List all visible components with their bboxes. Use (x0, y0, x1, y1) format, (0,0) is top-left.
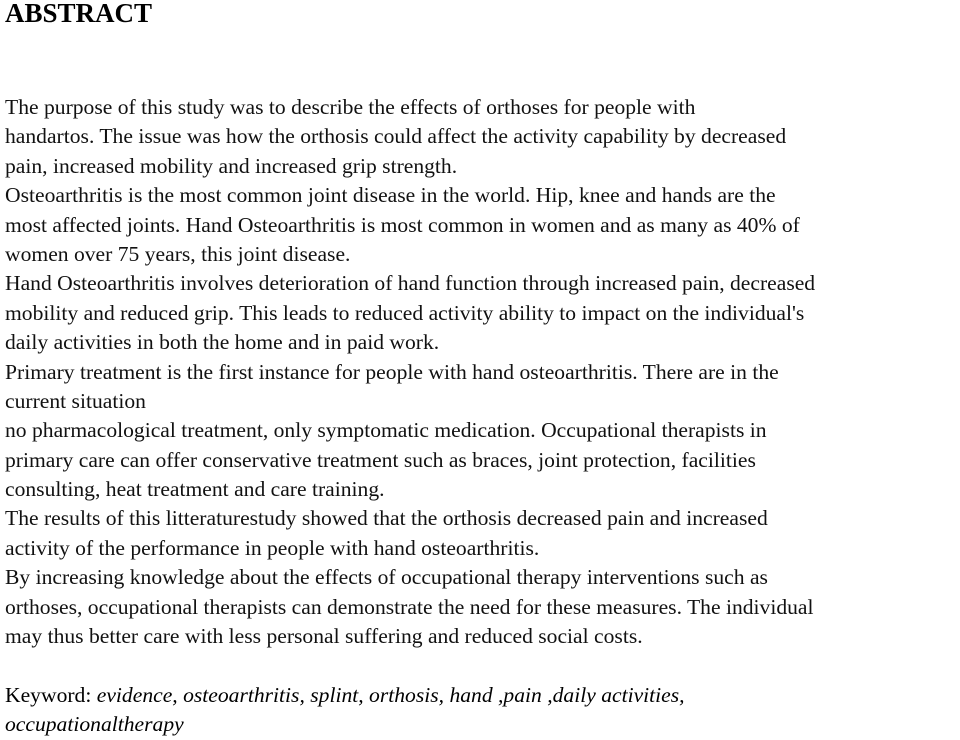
abstract-line: Hand Osteoarthritis involves deterioration of hand function through increased pain, decreased (5, 271, 816, 296)
abstract-line: The results of this litteraturestudy showed that the orthosis decreased pain and increased (5, 506, 768, 531)
abstract-body (5, 93, 957, 740)
abstract-line: may thus better care with less personal suffering and reduced social costs. (5, 624, 643, 649)
keywords-list-continued: occupationaltherapy (5, 712, 184, 737)
abstract-line: handartos. The issue was how the orthosis could affect the activity capability by decreased (5, 124, 787, 149)
abstract-line: Primary treatment is the first instance for people with hand osteoarthritis. There are in the (5, 359, 779, 384)
paragraph-gap (5, 651, 957, 680)
abstract-line: The purpose of this study was to describe the effects of orthoses for people with (5, 95, 696, 119)
abstract-line: daily activities in both the home and in paid work. (5, 330, 440, 355)
abstract-line: most affected joints. Hand Osteoarthritis is most common in women and as many as 40% of (5, 212, 800, 237)
abstract-line: Osteoarthritis is the most common joint disease in the world. Hip, knee and hands are the (5, 183, 776, 208)
keywords-line (5, 681, 957, 710)
abstract-line: By increasing knowledge about the effects of occupational therapy interventions such as (5, 565, 768, 590)
abstract-line: current situation (5, 388, 146, 413)
abstract-line: consulting, heat treatment and care training. (5, 477, 385, 502)
abstract-line: women over 75 years, this joint disease. (5, 241, 351, 266)
abstract-line: pain, increased mobility and increased grip strength. (5, 153, 458, 178)
abstract-line: activity of the performance in people with hand osteoarthritis. (5, 535, 540, 560)
keywords-label: Keyword: (5, 682, 97, 707)
abstract-line: orthoses, occupational therapists can demonstrate the need for these measures. The individual (5, 594, 814, 619)
abstract-line: no pharmacological treatment, only symptomatic medication. Occupational therapists in (5, 418, 767, 443)
abstract-line: mobility and reduced grip. This leads to reduced activity ability to impact on the individual's (5, 300, 805, 325)
abstract-line: primary care can offer conservative treatment such as braces, joint protection, facilities (5, 447, 756, 472)
abstract-heading: ABSTRACT (5, 0, 153, 28)
keywords-list: evidence, osteoarthritis, splint, orthosis, hand ,pain ,daily activities, (96, 682, 685, 707)
